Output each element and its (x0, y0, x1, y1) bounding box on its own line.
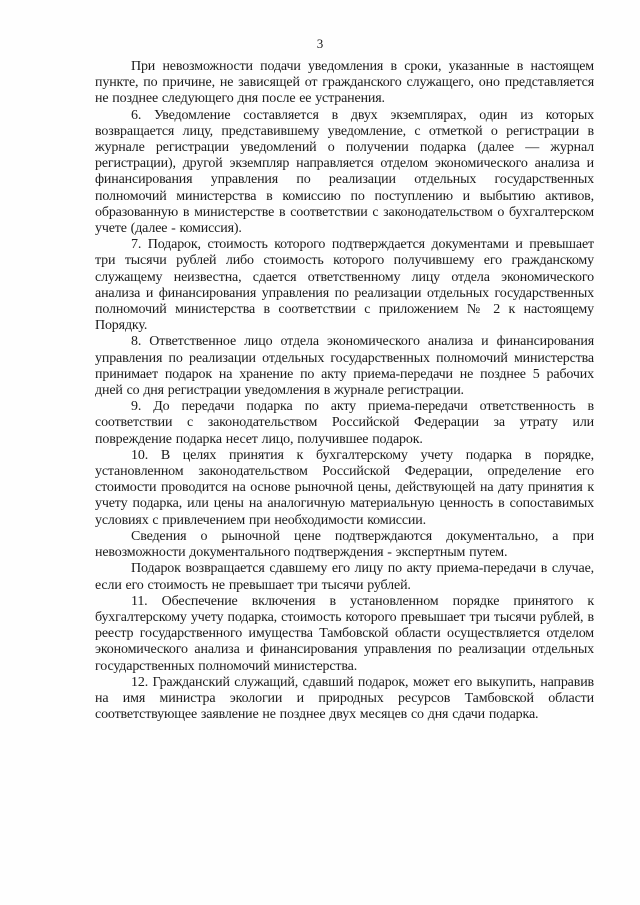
page-number: 3 (316, 36, 324, 51)
paragraph-7: 7. Подарок, стоимость которого подтверждается документами и превышает три тысячи рублей либо стоимость которого получившему его гражданскому служащему неизвестна, сдается ответственному лицу отдела экономического анализа и финансирования управления по реализации отдельных государственных полномочий министерства в соответствии с приложением № 2 к настоящему Порядку. (95, 237, 594, 334)
paragraph-12: 12. Гражданский служащий, сдавший подарок, может его выкупить, направив на имя министра экологии и природных ресурсов Тамбовской области соответствующее заявление не позднее двух месяцев со дня сдачи подарка. (95, 674, 594, 723)
paragraph-8: 8. Ответственное лицо отдела экономического анализа и финансирования управления по реализации отдельных государственных полномочий министерства принимает подарок на хранение по акту приема-передачи не позднее 5 рабочих дней со дня регистрации уведомления в журнале регистрации. (95, 334, 594, 399)
document-body (95, 59, 594, 723)
paragraph-9: 9. До передачи подарка по акту приема-передачи ответственность в соответствии с законодательством Российской Федерации за утрату или повреждение подарка несет лицо, получившее подарок. (95, 399, 594, 447)
paragraph-gift-return: Подарок возвращается сдавшему его лицу по акту приема-передачи в случае, если его стоимость не превышает три тысячи рублей. (95, 561, 594, 593)
paragraph-10: 10. В целях принятия к бухгалтерскому учету подарка в порядке, установленном законодательством Российской Федерации, определение его стоимости проводится на основе рыночной цены, действующей на дату принятия к учету подарка, или цены на аналогичную материальную ценность в сопоставимых условиях с привлечением при необходимости комиссии. (95, 447, 594, 528)
paragraph-market-price: Сведения о рыночной цене подтверждаются документально, а при невозможности документального подтверждения - экспертным путем. (95, 528, 594, 561)
paragraph-11: 11. Обеспечение включения в установленном порядке принятого к бухгалтерскому учету подарка, стоимость которого превышает три тысячи рублей, в реестр государственного имущества Тамбовской области осуществляется отделом экономического анализа и финансирования управления по реализации отдельных государственных полномочий министерства. (95, 593, 594, 674)
paragraph-continuation: При невозможности подачи уведомления в сроки, указанные в настоящем пункте, по причине, не зависящей от гражданского служащего, оно представляется не позднее следующего дня после ее устранения. (95, 59, 594, 107)
paragraph-6: 6. Уведомление составляется в двух экземплярах, один из которых возвращается лицу, представившему уведомление, с отметкой о регистрации в журнале регистрации уведомлений о получении подарка (далее — журнал регистрации), другой экземпляр направляется отделом экономического анализа и финансирования управления по реализации отдельных государственных полномочий министерства в комиссию по поступлению и выбытию активов, образованную в министерстве в соответствии с законодательством о бухгалтерском учете (далее - комиссия). (95, 107, 594, 237)
